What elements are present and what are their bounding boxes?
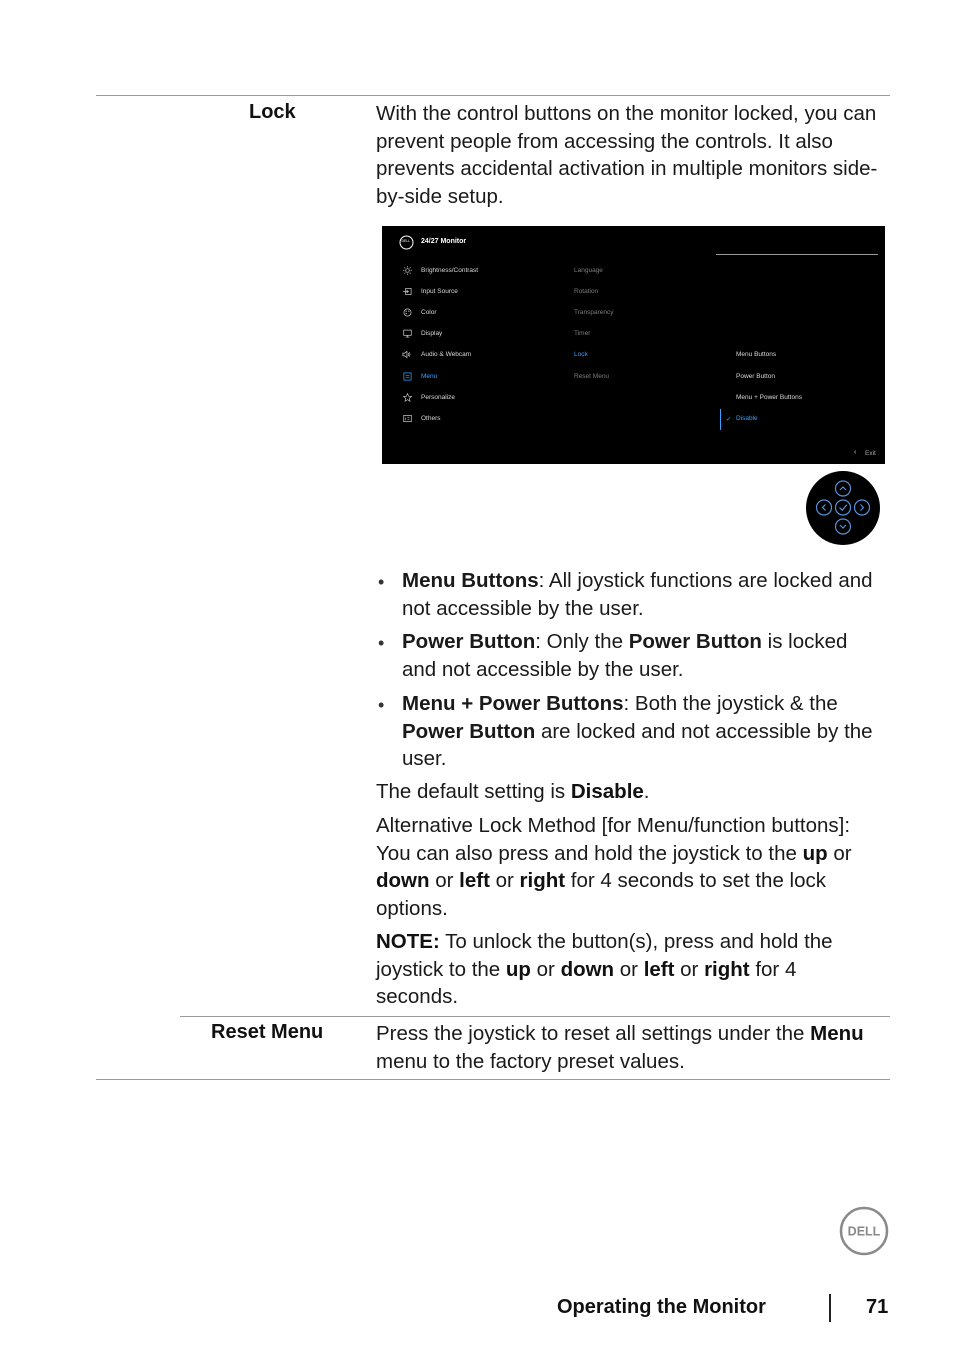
- note-up: up: [505, 957, 531, 981]
- alternative-lock-method: [376, 812, 881, 922]
- alt-left: left: [459, 869, 490, 892]
- osd-sub-item[interactable]: Timer: [574, 330, 591, 337]
- top-rule: [96, 95, 890, 96]
- note-text-end: for 4 seconds.: [376, 957, 797, 1008]
- osd-option[interactable]: Menu Buttons: [736, 351, 777, 358]
- osd-option-check: ✓: [726, 416, 732, 423]
- osd-sub-item[interactable]: Reset Menu: [574, 373, 610, 380]
- bullet-text: : Only the: [535, 630, 629, 653]
- osd-menu-item-selected[interactable]: Menu: [421, 373, 438, 380]
- alt-up: up: [802, 841, 828, 865]
- osd-option-selected[interactable]: Disable: [736, 415, 758, 422]
- dell-logo-icon: [839, 1206, 889, 1256]
- note-or: or: [674, 957, 705, 981]
- note-right: right: [704, 957, 750, 981]
- reset-menu-description: [376, 1020, 881, 1075]
- dell-logo-text: DELL: [847, 1224, 881, 1239]
- bullet-term: Menu + Power Buttons: [402, 692, 624, 715]
- arrow-right-icon: [855, 500, 870, 515]
- star-icon: [403, 393, 412, 402]
- osd-menu-screenshot: [382, 226, 885, 464]
- osd-sub-item[interactable]: Rotation: [574, 288, 599, 295]
- osd-sub-item[interactable]: Language: [574, 267, 603, 274]
- bullet-menu-power-buttons: [402, 690, 882, 773]
- alt-or: or: [827, 841, 852, 865]
- lock-label: Lock: [249, 101, 296, 123]
- display-icon: [403, 329, 412, 338]
- footer-separator: [829, 1294, 831, 1322]
- others-icon: [403, 414, 412, 423]
- reset-menu-label: Reset Menu: [211, 1021, 324, 1043]
- osd-option[interactable]: Power Button: [736, 373, 776, 380]
- osd-menu-item[interactable]: Others: [421, 415, 441, 422]
- reset-menu-term: Menu: [810, 1022, 864, 1045]
- osd-selection-bar: [720, 409, 721, 430]
- menu-icon: [403, 372, 412, 381]
- osd-menu-item[interactable]: Display: [421, 330, 443, 337]
- osd-menu-item[interactable]: Audio & Webcam: [421, 351, 472, 358]
- reset-text: Press the joystick to reset all settings under the: [376, 1022, 811, 1045]
- default-setting-prefix: The default setting is: [376, 780, 571, 803]
- osd-sub-item[interactable]: Transparency: [574, 309, 614, 316]
- arrow-left-icon: [817, 500, 832, 515]
- bullet-dot: •: [378, 695, 385, 715]
- alt-text: Alternative Lock Method [for Menu/function buttons]: You can also press and hold the joystick to the: [376, 814, 851, 865]
- osd-sub-item-selected[interactable]: Lock: [574, 351, 588, 358]
- note-down: down: [560, 957, 615, 981]
- bullet-text: is locked and not accessible by the user.: [402, 630, 848, 681]
- bullet-term: Power Button: [402, 719, 536, 743]
- osd-title: 24/27 Monitor: [421, 237, 467, 245]
- chevron-left-icon[interactable]: ‹: [854, 449, 857, 456]
- osd-menu-item[interactable]: Input Source: [421, 288, 458, 295]
- alt-or: or: [429, 869, 460, 892]
- row-divider: [180, 1016, 890, 1017]
- note-or: or: [614, 957, 644, 981]
- note-or: or: [530, 957, 561, 981]
- osd-menu-item[interactable]: Color: [421, 309, 437, 316]
- note-label: NOTE:: [376, 930, 440, 953]
- note-left: left: [643, 957, 675, 981]
- joystick-graphic: [806, 471, 880, 545]
- osd-header-line: [716, 254, 878, 255]
- bullet-term: Power Button: [402, 630, 536, 653]
- default-setting-value: Disable: [570, 780, 644, 803]
- footer-section-title: Operating the Monitor: [557, 1296, 766, 1318]
- alt-text-end: for 4 seconds to set the lock options.: [376, 869, 827, 920]
- page-number: 71: [866, 1296, 889, 1318]
- bullet-text: : All joystick functions are locked and not accessible by the user.: [402, 569, 873, 620]
- color-palette-icon: [403, 308, 412, 317]
- reset-text-end: menu to the factory preset values.: [376, 1049, 685, 1073]
- bullet-menu-buttons: [402, 567, 882, 622]
- alt-or: or: [489, 869, 520, 892]
- osd-logo-text: DELL: [401, 239, 411, 243]
- default-setting: [376, 778, 881, 806]
- osd-menu-item[interactable]: Brightness/Contrast: [421, 267, 479, 274]
- alt-down: down: [376, 869, 430, 892]
- bullet-dot: •: [378, 572, 385, 592]
- bullet-term: Menu Buttons: [402, 569, 539, 592]
- bullet-text: are locked and not accessible by the user.: [402, 719, 873, 770]
- bullet-term: Power Button: [628, 630, 762, 653]
- note-paragraph: [376, 928, 881, 1011]
- input-source-icon: [403, 287, 412, 296]
- osd-menu-item[interactable]: Personalize: [421, 394, 455, 401]
- arrow-down-icon: [836, 519, 851, 534]
- speaker-icon: [402, 350, 411, 359]
- osd-exit-label[interactable]: Exit: [865, 450, 876, 457]
- lock-description: With the control buttons on the monitor locked, you can prevent people from accessing the controls. It also prevents accidental activation in multiple monitors side-by-side setup.: [376, 102, 878, 208]
- osd-option[interactable]: Menu + Power Buttons: [736, 394, 802, 401]
- brightness-icon: [403, 266, 412, 275]
- bottom-rule: [96, 1079, 890, 1080]
- bullet-power-button: [402, 628, 882, 683]
- bullet-text: : Both the joystick & the: [623, 692, 838, 715]
- default-setting-suffix: .: [643, 780, 650, 803]
- alt-right: right: [519, 869, 566, 892]
- check-icon: [836, 500, 851, 515]
- arrow-up-icon: [836, 481, 851, 496]
- bullet-dot: •: [378, 633, 385, 653]
- note-text: To unlock the button(s), press and hold the joystick to the: [376, 930, 833, 981]
